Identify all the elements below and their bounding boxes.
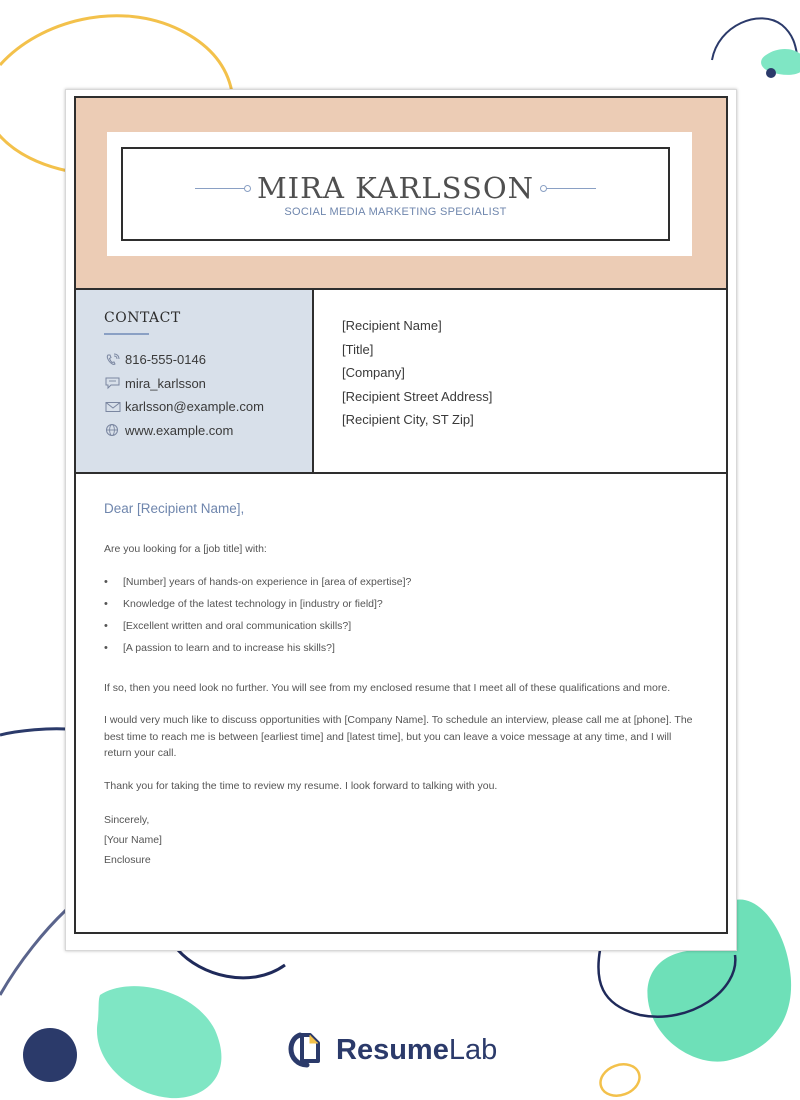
navy-curve-bottom-center	[178, 950, 285, 978]
recipient-name: [Recipient Name]	[342, 318, 442, 333]
recipient-section	[314, 290, 726, 474]
applicant-name: MIRA KARLSSON	[256, 171, 535, 205]
qualification-list	[104, 574, 694, 662]
recipient-street: [Recipient Street Address]	[342, 388, 493, 404]
intro-paragraph: Are you looking for a [job title] with:	[104, 543, 267, 555]
contact-email	[104, 395, 264, 419]
list-item: • Knowledge of the latest technology in [industry or field]?	[104, 596, 694, 618]
greeting: Dear [Recipient Name],	[104, 501, 245, 516]
chat-text: mira_karlsson	[125, 375, 206, 391]
closing-block	[104, 810, 694, 870]
letter-text	[104, 541, 694, 870]
cover-letter-page	[65, 89, 737, 951]
header-inner	[107, 132, 692, 256]
brand-part-lab: Lab	[448, 1033, 498, 1066]
globe-icon	[104, 423, 122, 437]
recipient-city: [Recipient City, ST Zip]	[342, 412, 474, 427]
paragraph-1: If so, then you need look no further. You will see from my enclosed resume that I meet all of these qualifications and more.	[104, 681, 671, 694]
resumelab-logo-icon	[288, 1031, 326, 1069]
resumelab-logo	[288, 1031, 497, 1069]
website-text: www.example.com	[125, 422, 234, 438]
paragraph-2: I would very much like to discuss opportunities with [Company Name]. To schedule an interview, please call me at [phone]. The best time to reach me is between [earliest time] and [latest time], but you can leave a voice message at any time, and I will return your call.	[104, 714, 693, 759]
brand-wordmark	[336, 1034, 497, 1067]
signature-name: [Your Name]	[104, 834, 162, 846]
page-frame	[74, 96, 728, 934]
contact-heading: CONTACT	[104, 310, 181, 326]
name-box	[121, 147, 670, 241]
phone-text: 816-555-0146	[125, 352, 206, 368]
left-line-ornament	[195, 188, 247, 189]
email-text: karlsson@example.com	[125, 399, 264, 415]
navy-curve-left	[0, 729, 66, 735]
closing-salutation: Sincerely,	[104, 814, 150, 826]
brand-part-resume: Resume	[336, 1033, 449, 1066]
header-band	[76, 98, 726, 290]
navy-dot-bottom-left	[23, 1028, 77, 1082]
paragraph-3: Thank you for taking the time to review my resume. I look forward to talking with you.	[104, 779, 498, 792]
enclosure-note: Enclosure	[104, 854, 151, 866]
gold-ring-bottom-right	[596, 1059, 644, 1100]
contact-phone	[104, 348, 264, 372]
contact-website	[104, 419, 264, 443]
phone-icon	[104, 353, 122, 367]
list-item: • [Number] years of hands-on experience in [area of expertise]?	[104, 574, 694, 596]
letter-body	[76, 474, 726, 932]
mint-blob-bottom-left	[97, 986, 221, 1098]
recipient-company: [Company]	[342, 365, 405, 380]
chat-icon	[104, 376, 122, 390]
name-row	[123, 171, 668, 205]
contact-list	[104, 348, 264, 442]
recipient-address	[342, 318, 492, 436]
contact-section	[76, 290, 314, 474]
recipient-title: [Title]	[342, 341, 374, 357]
envelope-icon	[104, 400, 122, 414]
list-item: • [A passion to learn and to increase his skills?]	[104, 640, 694, 662]
right-line-ornament	[544, 188, 596, 189]
contact-underline	[104, 333, 149, 335]
list-item: • [Excellent written and oral communication skills?]	[104, 618, 694, 640]
navy-dot-top-right	[766, 68, 776, 78]
contact-chat	[104, 372, 264, 396]
job-title: SOCIAL MEDIA MARKETING SPECIALIST	[284, 206, 507, 218]
navy-curve-bottom-left	[0, 910, 66, 995]
